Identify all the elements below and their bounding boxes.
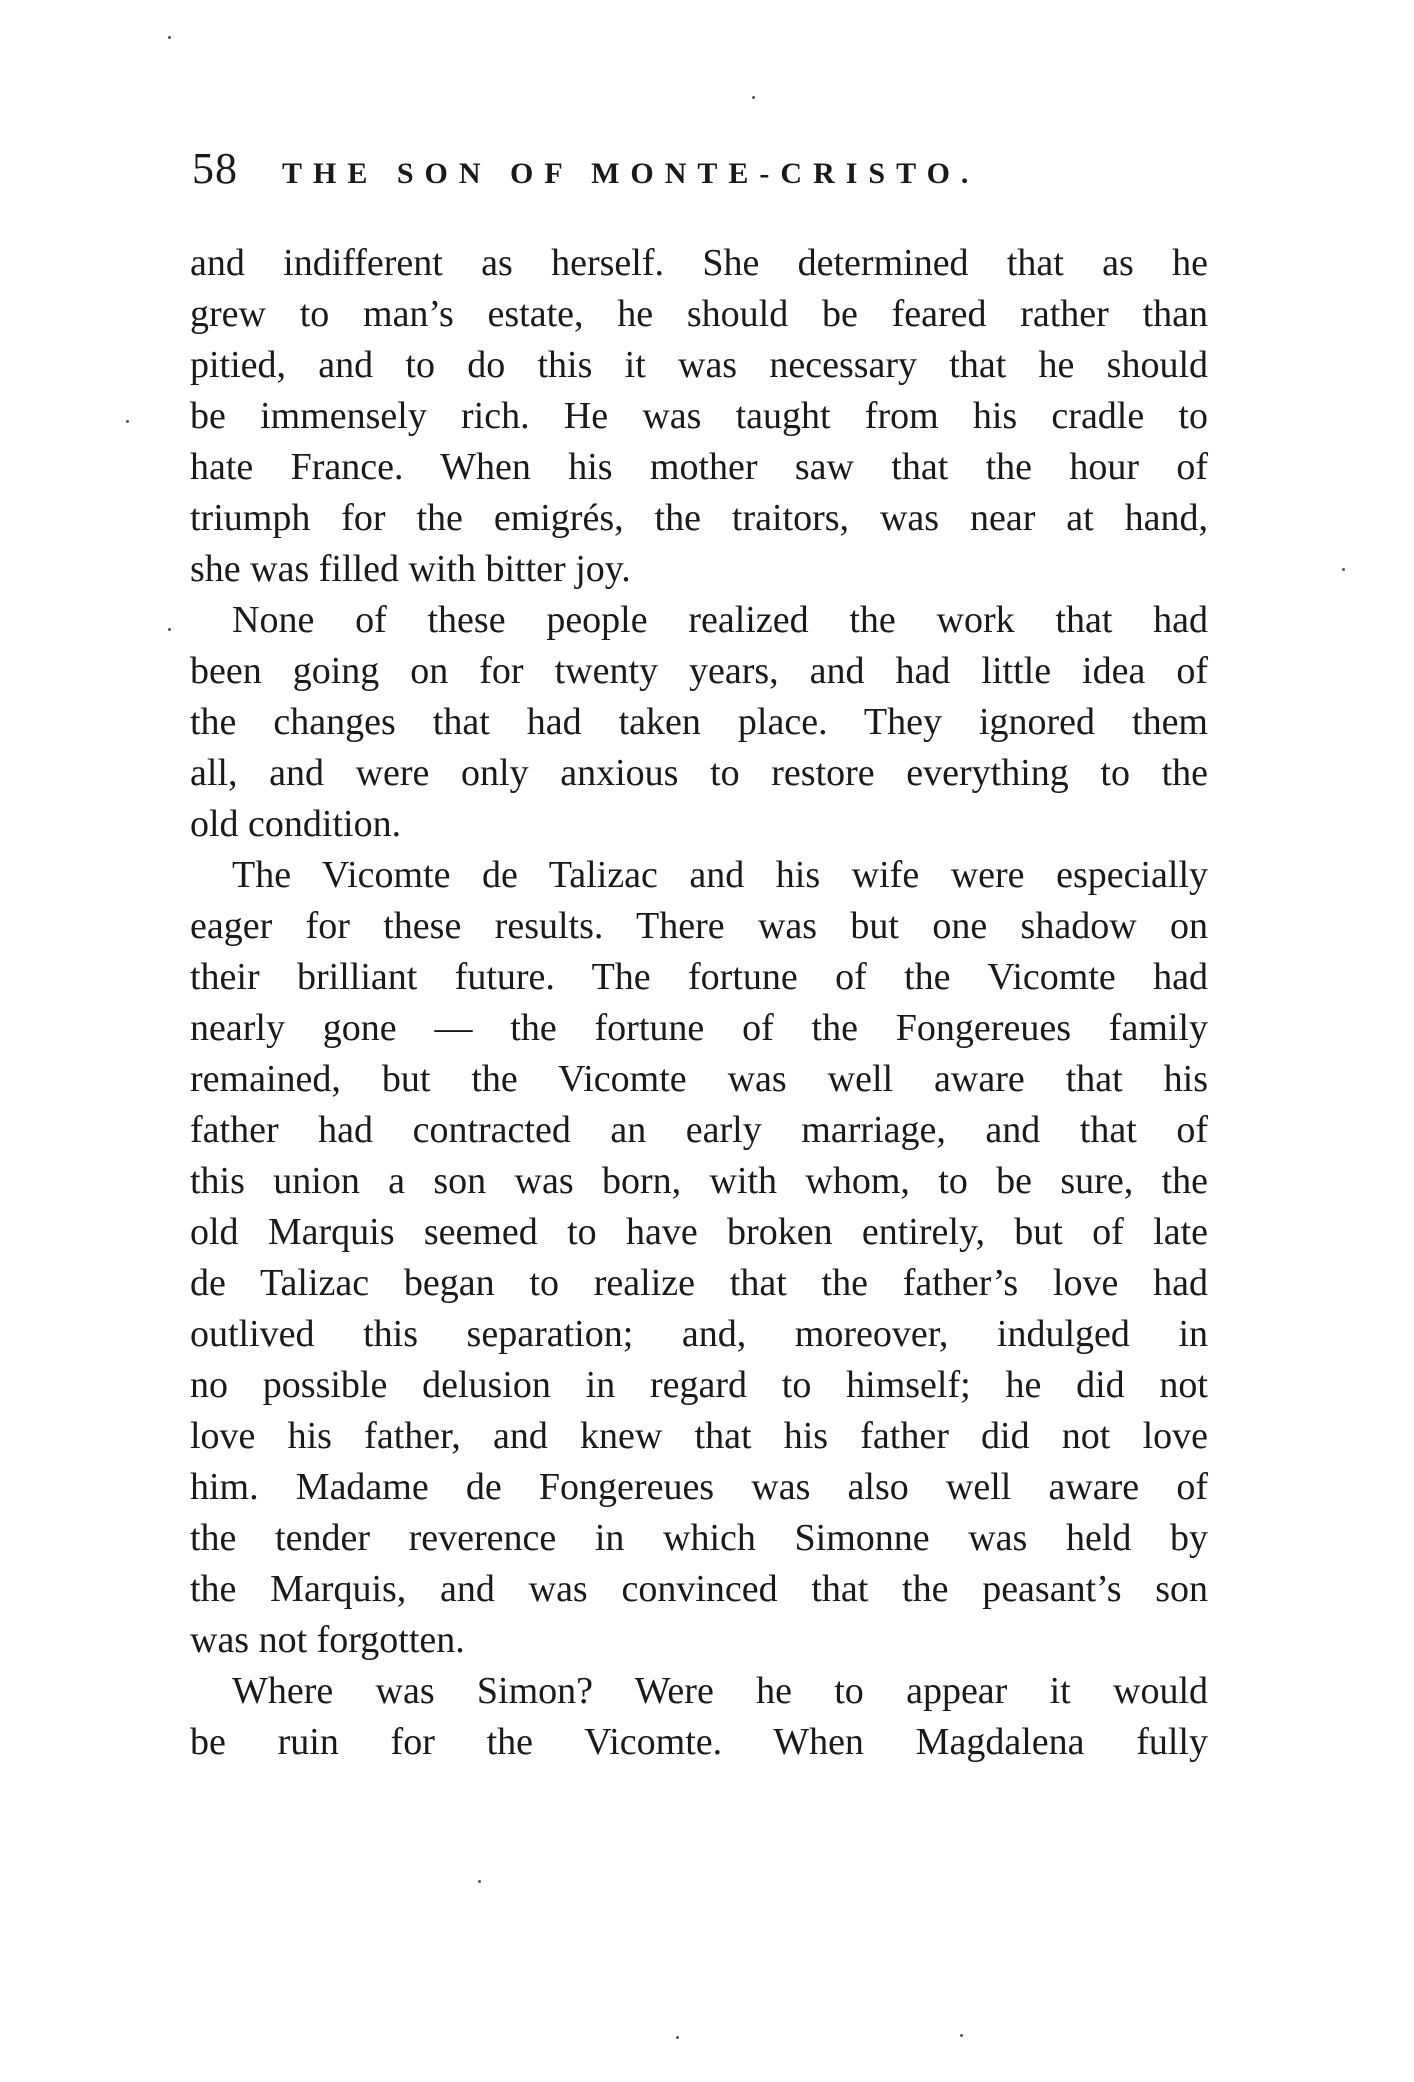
text-line: be ruin for the Vicomte. When Magdalena fully <box>190 1721 1208 1763</box>
body-text <box>190 238 1208 1768</box>
text-line: him. Madame de Fongereues was also well aware of <box>190 1466 1208 1508</box>
text-line: all, and were only anxious to restore everything to the <box>190 752 1208 794</box>
text-line: de Talizac began to realize that the father’s love had <box>190 1262 1208 1304</box>
print-speck <box>676 2036 679 2039</box>
text-line: The Vicomte de Talizac and his wife were especially <box>232 854 1208 896</box>
paragraph <box>190 1666 1208 1768</box>
text-line: the tender reverence in which Simonne was held by <box>190 1517 1208 1559</box>
text-line: old Marquis seemed to have broken entirely, but of late <box>190 1211 1208 1253</box>
text-line: eager for these results. There was but one shadow on <box>190 905 1208 947</box>
text-line: no possible delusion in regard to himself; he did not <box>190 1364 1208 1406</box>
text-line: the Marquis, and was convinced that the peasant’s son <box>190 1568 1208 1610</box>
text-line: their brilliant future. The fortune of the Vicomte had <box>190 956 1208 998</box>
text-line: the changes that had taken place. They ignored them <box>190 701 1208 743</box>
text-line: None of these people realized the work that had <box>232 599 1208 641</box>
running-title: THE SON OF MONTE-CRISTO. <box>282 157 980 190</box>
paragraph <box>190 850 1208 1666</box>
page-number: 58 <box>192 144 238 193</box>
text-line: grew to man’s estate, he should be feared rather than <box>190 293 1208 335</box>
text-line: pitied, and to do this it was necessary that he should <box>190 344 1208 386</box>
paragraph <box>190 595 1208 850</box>
print-speck <box>126 420 129 423</box>
text-line: father had contracted an early marriage, and that of <box>190 1109 1208 1151</box>
text-line: love his father, and knew that his father did not love <box>190 1415 1208 1457</box>
text-line: remained, but the Vicomte was well aware that his <box>190 1058 1208 1100</box>
text-line: was not forgotten. <box>190 1619 465 1661</box>
print-speck <box>168 628 171 631</box>
text-line: be immensely rich. He was taught from his cradle to <box>190 395 1208 437</box>
text-line: outlived this separation; and, moreover, indulged in <box>190 1313 1208 1355</box>
print-speck <box>752 96 755 99</box>
text-line: Where was Simon? Were he to appear it would <box>232 1670 1208 1712</box>
paragraph <box>190 238 1208 595</box>
text-line: hate France. When his mother saw that the hour of <box>190 446 1208 488</box>
print-speck <box>1342 568 1345 571</box>
text-line: and indifferent as herself. She determined that as he <box>190 242 1208 284</box>
text-line: she was filled with bitter joy. <box>190 548 631 590</box>
running-head <box>192 143 1212 203</box>
text-line: this union a son was born, with whom, to be sure, the <box>190 1160 1208 1202</box>
text-line: been going on for twenty years, and had little idea of <box>190 650 1208 692</box>
print-speck <box>168 36 171 39</box>
text-line: old condition. <box>190 803 402 845</box>
text-line: nearly gone — the fortune of the Fongereues family <box>190 1007 1208 1049</box>
print-speck <box>478 1880 481 1883</box>
text-line: triumph for the emigrés, the traitors, was near at hand, <box>190 497 1208 539</box>
print-speck <box>960 2034 963 2037</box>
